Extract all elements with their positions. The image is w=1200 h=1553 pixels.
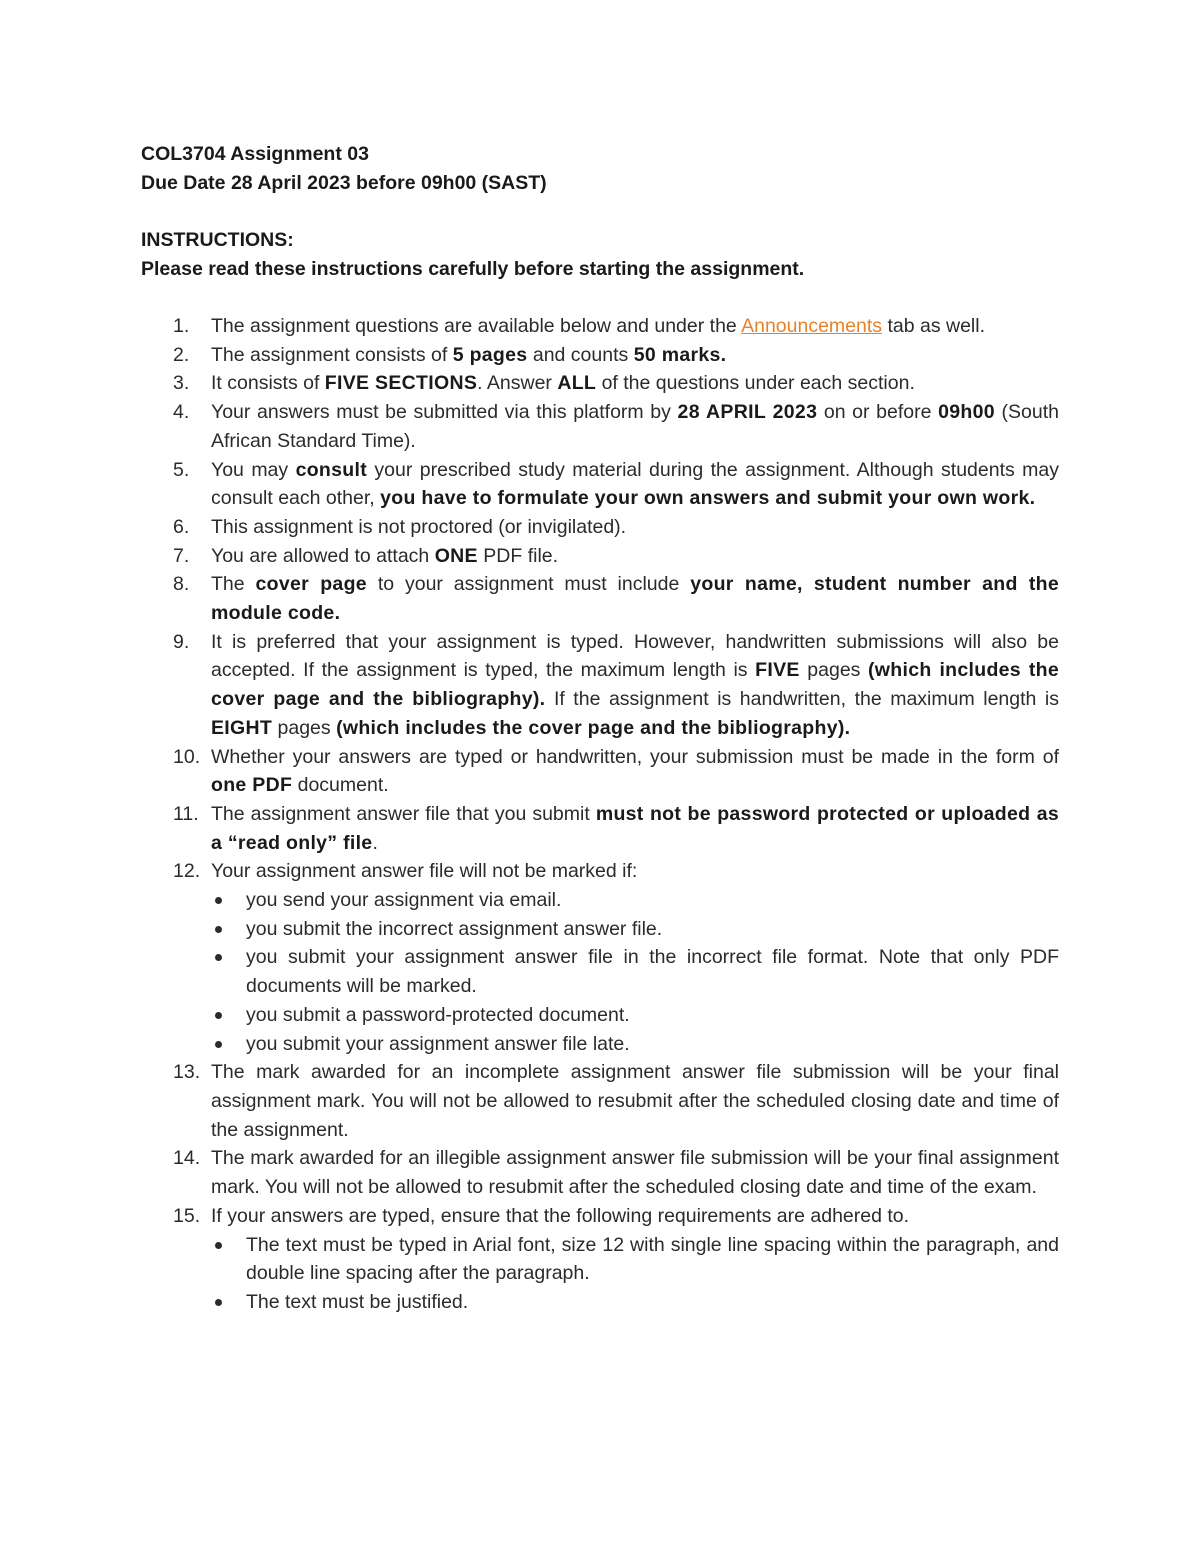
- instruction-item-12: [141, 857, 1059, 1058]
- item-text: The mark awarded for an incomplete assignment answer file submission will be your final assignment mark. You will not be allowed to resubmit after the scheduled closing date and time of the assignment.: [211, 1061, 1059, 1141]
- bullet-item: [211, 915, 1059, 944]
- bullet-icon: [215, 954, 222, 961]
- item-emphasis: consult: [295, 458, 368, 481]
- item-emphasis: must not be password protected or uploaded as a “read only” file: [211, 802, 1059, 854]
- item-emphasis: one PDF: [211, 774, 293, 797]
- instruction-item-8: [141, 570, 1059, 627]
- item-number: 11.: [173, 802, 199, 825]
- bullet-item: [211, 1288, 1059, 1317]
- bullet-text: you submit the incorrect assignment answer file.: [246, 917, 663, 940]
- item-number: 15.: [173, 1204, 201, 1227]
- instruction-item-3: [141, 369, 1059, 398]
- item-emphasis: your name, student number and the module code.: [211, 573, 1059, 625]
- item-emphasis: 28 APRIL 2023: [677, 401, 818, 424]
- item-text: . Answer: [477, 372, 558, 395]
- item-number: 12.: [173, 860, 201, 883]
- bullet-text: The text must be justified.: [246, 1290, 469, 1313]
- item-emphasis: 5 pages: [452, 343, 528, 366]
- instructions-note: Please read these instructions carefully before starting the assignment.: [141, 257, 805, 280]
- instructions-list: [141, 312, 1059, 1317]
- item-text: pages: [799, 659, 869, 682]
- item-emphasis: (which includes the cover page and the bibliography).: [336, 716, 851, 739]
- header-spacer: [141, 197, 1061, 226]
- instruction-item-1: [141, 312, 1059, 341]
- item-text: The assignment consists of: [211, 343, 453, 366]
- item-text: The assignment answer file that you submit: [211, 802, 596, 825]
- item-text: on or before: [817, 401, 939, 424]
- bullet-icon: [215, 1242, 222, 1249]
- item-text: If the assignment is handwritten, the maximum length is: [545, 688, 1059, 711]
- instruction-item-6: [141, 513, 1059, 542]
- item-text: The assignment questions are available below and under the: [211, 315, 742, 337]
- item-text: It is preferred that your assignment is typed. However, handwritten submissions will also be accepted. If the assignment is typed, the maximum length is: [211, 630, 1059, 682]
- item-number: 9.: [173, 630, 190, 653]
- item-number: 6.: [173, 515, 190, 538]
- bullet-text: you send your assignment via email.: [246, 889, 562, 912]
- instruction-item-10: [141, 743, 1059, 800]
- item-text: You are allowed to attach: [211, 544, 435, 567]
- instruction-item-15: [141, 1202, 1059, 1317]
- bullet-item: [211, 1231, 1059, 1288]
- item-text: PDF file.: [477, 544, 559, 567]
- instruction-item-14: [141, 1144, 1059, 1201]
- item-emphasis: (which includes the cover page and the bibliography).: [211, 659, 1059, 711]
- bullet-item: [211, 1030, 1059, 1059]
- item-emphasis: EIGHT: [211, 716, 273, 739]
- instruction-item-11: [141, 800, 1059, 857]
- item-number: 1.: [173, 315, 190, 337]
- item-number: 4.: [173, 401, 190, 424]
- item-text: Your assignment answer file will not be marked if:: [211, 860, 638, 883]
- item-number: 5.: [173, 458, 190, 481]
- item-text: and counts: [527, 343, 634, 366]
- bullet-item: [211, 886, 1059, 915]
- item-emphasis: ONE: [434, 544, 478, 567]
- bullet-text: you submit a password-protected document.: [246, 1003, 630, 1026]
- item-text: The: [211, 573, 256, 596]
- bullet-icon: [215, 926, 222, 933]
- instruction-item-2: [141, 341, 1059, 370]
- item-number: 14.: [173, 1147, 201, 1170]
- item-text: to your assignment must include: [366, 573, 691, 596]
- bullet-text: The text must be typed in Arial font, size 12 with single line spacing within the paragraph, and double line spacing after the paragraph.: [246, 1233, 1059, 1285]
- assignment-title: COL3704 Assignment 03: [141, 143, 369, 165]
- due-date: Due Date 28 April 2023 before 09h00 (SAST): [141, 171, 547, 194]
- bullet-text: you submit your assignment answer file in the incorrect file format. Note that only PDF documents will be marked.: [246, 946, 1059, 998]
- item-text: of the questions under each section.: [596, 372, 915, 395]
- item-number: 10.: [173, 745, 201, 768]
- instruction-item-4: [141, 398, 1059, 455]
- item-emphasis: ALL: [557, 372, 597, 395]
- instruction-item-7: [141, 542, 1059, 571]
- bullet-icon: [215, 1041, 222, 1048]
- item-number: 2.: [173, 343, 190, 366]
- item-text: You may: [211, 458, 296, 481]
- item-text: (South African Standard Time).: [211, 401, 1059, 452]
- item-emphasis: cover page: [255, 573, 367, 596]
- item-emphasis: FIVE SECTIONS: [324, 372, 478, 395]
- item-emphasis: 50 marks.: [633, 343, 727, 366]
- item-text: document.: [292, 774, 389, 797]
- bullet-icon: [215, 1299, 222, 1306]
- document-header: [141, 140, 1061, 284]
- item-text: This assignment is not proctored (or invigilated).: [211, 515, 627, 538]
- item-emphasis: you have to formulate your own answers and submit your own work.: [380, 487, 1036, 510]
- instruction-item-5: [141, 456, 1059, 513]
- item-number: 13.: [173, 1061, 201, 1084]
- bullet-item: [211, 943, 1059, 1000]
- item-text: .: [372, 831, 378, 854]
- item-number: 8.: [173, 573, 190, 596]
- bullet-list: [211, 1231, 1059, 1317]
- bullet-item: [211, 1001, 1059, 1030]
- item-emphasis: 09h00: [938, 401, 995, 424]
- item-text: tab as well.: [882, 315, 986, 337]
- item-text: It consists of: [211, 372, 325, 395]
- item-number: 3.: [173, 372, 190, 395]
- item-text: Your answers must be submitted via this platform by: [211, 401, 678, 424]
- instructions-heading: INSTRUCTIONS:: [141, 229, 294, 252]
- instruction-item-13: [141, 1058, 1059, 1144]
- item-text: Whether your answers are typed or handwritten, your submission must be made in the form of: [211, 745, 1059, 768]
- item-text: If your answers are typed, ensure that the following requirements are adhered to.: [211, 1204, 910, 1227]
- instruction-item-9: [141, 628, 1059, 743]
- bullet-list: [211, 886, 1059, 1058]
- bullet-text: you submit your assignment answer file late.: [246, 1032, 630, 1055]
- announcements-link[interactable]: Announcements: [741, 315, 883, 337]
- item-number: 7.: [173, 544, 190, 567]
- item-emphasis: FIVE: [755, 659, 800, 682]
- item-text: The mark awarded for an illegible assignment answer file submission will be your final assignment mark. You will not be allowed to resubmit after the scheduled closing date and time of the exam.: [211, 1147, 1059, 1199]
- bullet-icon: [215, 1012, 222, 1019]
- item-text: your prescribed study material during the assignment. Although students may consult each other,: [211, 458, 1059, 510]
- item-text: pages: [272, 716, 337, 739]
- bullet-icon: [215, 897, 222, 904]
